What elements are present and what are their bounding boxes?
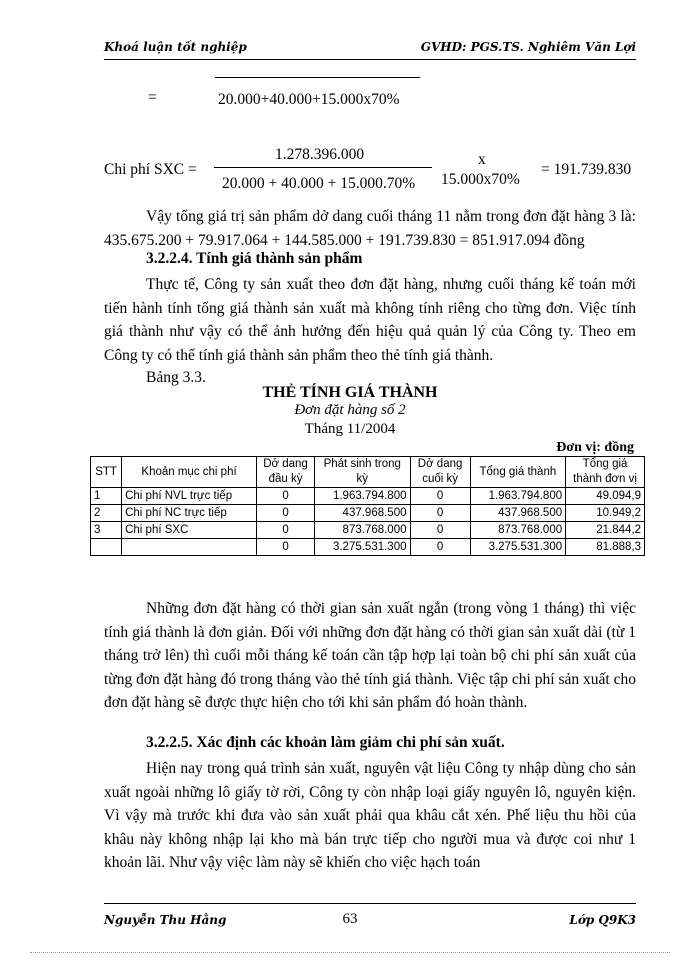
- table-cell: 437.968.500: [315, 505, 410, 522]
- header-left: Khoá luận tốt nghiệp: [104, 40, 247, 54]
- table-cell: 1: [91, 488, 122, 505]
- equals-sign: =: [148, 89, 157, 106]
- table-cell: 3.275.531.300: [315, 539, 410, 556]
- table-cell: 1.963.794.800: [470, 488, 565, 505]
- column-header: Phát sinh trong kỳ: [315, 457, 410, 488]
- multiplier: 15.000x70%: [441, 171, 520, 188]
- table-row: [91, 488, 645, 505]
- fraction-line: [215, 77, 420, 78]
- column-header: Tổng giá thành: [470, 457, 565, 488]
- table-cell: 0: [256, 539, 314, 556]
- table-cell: [122, 539, 257, 556]
- multiply-sign: x: [478, 151, 486, 168]
- column-header: Khoản mục chi phí: [122, 457, 257, 488]
- section-paragraph: Thực tế, Công ty sản xuất theo đơn đặt hàng, nhưng cuối tháng kế toán mới tiến hành tính tổng giá thành sản xuất mà không tính riêng cho từng đơn. Việc tính giá thành như vậy có thể ảnh hưởng đến hiệu quả quản lý của Công ty. Theo em Công ty có thể tính giá thành sản phẩm theo thẻ tính giá thành.: [104, 276, 636, 364]
- formula-result: = 191.739.830: [541, 161, 632, 178]
- table-cell: 0: [410, 488, 470, 505]
- fraction-numerator: 1.278.396.000: [275, 146, 365, 163]
- section-paragraph: Hiện nay trong quá trình sản xuất, nguyên vật liệu Công ty nhập dùng cho sản xuất ngoài những lô giấy tờ rời, Công ty còn nhập loại giấy nguyên lô, nguyên kiện. Vì vậy mà trước khi đưa vào sản xuất phải qua khâu cắt xén. Phế liệu thu hồi của khâu này không nhập lại kho mà bán trực tiếp cho người mua và được coi như 1 khoản lãi. Như vậy việc làm này sẽ khiến cho việc hạch toán: [104, 760, 636, 871]
- column-header: Dở dang cuối kỳ: [410, 457, 470, 488]
- table-cell: 3: [91, 522, 122, 539]
- column-header: Dở dang đầu kỳ: [256, 457, 314, 488]
- table-cell: [91, 539, 122, 556]
- section-heading: 3.2.2.4. Tính giá thành sản phẩm: [146, 250, 363, 267]
- table-cell: 0: [256, 488, 314, 505]
- card-subtitle: Đơn đặt hàng số 2: [294, 402, 406, 418]
- page-edge: [30, 952, 670, 953]
- table-cell: 2: [91, 505, 122, 522]
- table-cell: 10.949,2: [566, 505, 645, 522]
- cost-card-table: [90, 456, 645, 556]
- table-caption: Bảng 3.3.: [146, 369, 206, 386]
- column-header: Tổng giá thành đơn vị: [566, 457, 645, 488]
- table-cell: 873.768.000: [470, 522, 565, 539]
- formula-label: Chi phí SXC =: [104, 161, 197, 178]
- table-cell: 437.968.500: [470, 505, 565, 522]
- table-row: [91, 522, 645, 539]
- fraction-denominator: 20.000+40.000+15.000x70%: [218, 91, 400, 108]
- fraction-line: [214, 167, 432, 168]
- table-header-row: [91, 457, 645, 488]
- footer-rule: [104, 903, 636, 904]
- table-cell: 1.963.794.800: [315, 488, 410, 505]
- table-cell: Chi phí SXC: [122, 522, 257, 539]
- table-cell: 49.094,9: [566, 488, 645, 505]
- unit-label: Đơn vị: đồng: [556, 440, 634, 455]
- table-cell: 81.888,3: [566, 539, 645, 556]
- table-cell: 0: [410, 505, 470, 522]
- table-cell: 0: [256, 522, 314, 539]
- table-cell: 3.275.531.300: [470, 539, 565, 556]
- card-month: Tháng 11/2004: [304, 421, 396, 437]
- table-cell: 21.844,2: [566, 522, 645, 539]
- table-cell: 0: [410, 539, 470, 556]
- table-cell: 873.768.000: [315, 522, 410, 539]
- table-cell: Chi phí NVL trực tiếp: [122, 488, 257, 505]
- footer-author: Nguyễn Thu Hằng: [104, 913, 227, 927]
- table-cell: Chi phí NC trực tiếp: [122, 505, 257, 522]
- table-row: [91, 505, 645, 522]
- fraction-denominator: 20.000 + 40.000 + 15.000.70%: [222, 175, 416, 192]
- table-cell: 0: [410, 522, 470, 539]
- table-cell: 0: [256, 505, 314, 522]
- summary-paragraph: Vậy tổng giá trị sản phẩm dở dang cuối tháng 11 nằm trong đơn đặt hàng 3 là: 435.675.200 + 79.917.064 + 144.585.000 + 191.739.830 = 851.917.094 đồng: [104, 208, 636, 249]
- footer-class: Lớp Q9K3: [569, 913, 636, 927]
- table-total-row: [91, 539, 645, 556]
- page-number: 63: [342, 911, 358, 927]
- card-title: THẺ TÍNH GIÁ THÀNH: [262, 384, 438, 401]
- section-heading: 3.2.2.5. Xác định các khoản làm giảm chi phí sản xuất.: [146, 734, 505, 751]
- header-rule: [104, 59, 636, 60]
- column-header: STT: [91, 457, 122, 488]
- body-paragraph: Những đơn đặt hàng có thời gian sản xuất ngắn (trong vòng 1 tháng) thì việc tính giá thành là đơn giản. Đối với những đơn đặt hàng có thời gian sản xuất dài (từ 1 tháng trở lên) thì cuối mỗi tháng kế toán cần tập hợp lại toàn bộ chi phí sản xuất của từng đơn đặt hàng đó trong tháng vào thẻ tính giá thành. Việc tập chi phí sản xuất cho đơn đặt hàng sẽ được thực hiện cho tới khi sản phẩm đó hoàn thành.: [104, 600, 636, 711]
- header-right: GVHD: PGS.TS. Nghiêm Văn Lợi: [420, 40, 636, 54]
